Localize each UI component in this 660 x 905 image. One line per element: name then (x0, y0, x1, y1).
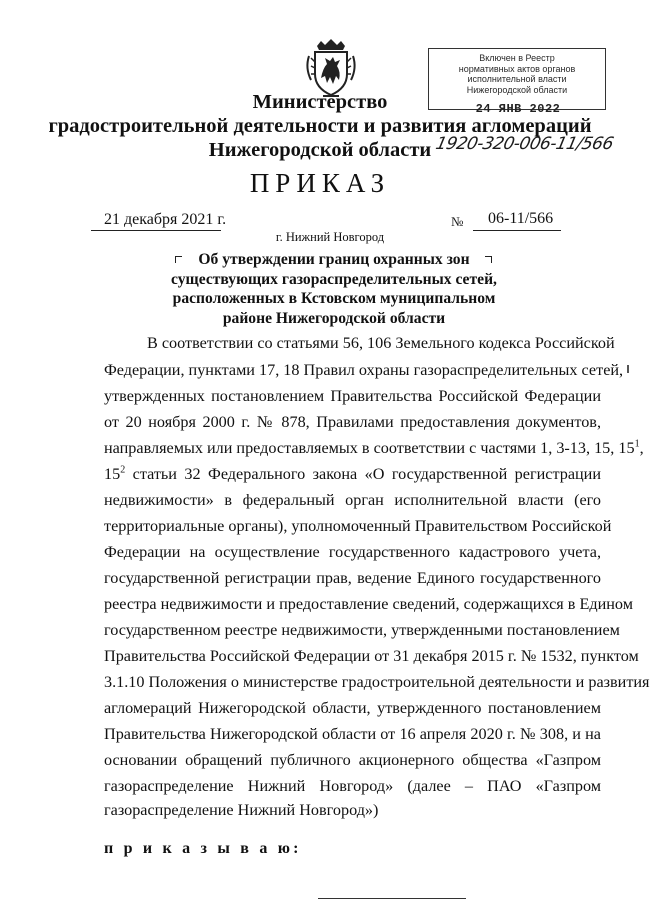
body-line: утвержденных постановлением Правительства Российской Федерации (104, 387, 601, 405)
stamp-line: нормативных актов органов (458, 63, 576, 74)
body-line: агломераций Нижегородской области, утвержденного постановлением (104, 699, 601, 717)
superscript: 2 (120, 464, 126, 476)
ministry-name-line-1: Министерство (252, 91, 388, 113)
body-line: от 20 ноября 2000 г. № 878, Правилами предоставления документов, (104, 413, 601, 431)
subject-line: расположенных в Кстовском муниципальном (172, 290, 496, 307)
document-type-title: ПРИКАЗ (249, 168, 391, 198)
body-line: Правительства Нижегородской области от 16 апреля 2020 г. № 308, и на (104, 725, 601, 743)
body-line-text: 15 (104, 465, 121, 483)
body-line: реестра недвижимости и предоставление сведений, содержащихся в Едином (104, 595, 633, 613)
stamp-line: Нижегородской области (466, 84, 568, 95)
stamp-line: исполнительной власти (467, 74, 567, 84)
stamp-line: Включен в Реестр (479, 53, 555, 63)
order-directive-word: п р и к а з ы в а ю: (104, 840, 302, 857)
body-line: территориальные органы), уполномоченный Правительством Российской (104, 517, 612, 535)
registry-stamp (428, 48, 606, 110)
body-line: недвижимости» в федеральный орган исполнительной власти (его (104, 491, 601, 509)
body-line-text: статьи 32 Федерального закона «О государственной регистрации (125, 465, 601, 483)
body-line: государственной регистрации прав, ведение Единого государственного (104, 569, 601, 587)
subject-line: существующих газораспределительных сетей, (171, 270, 497, 288)
body-line: В соответствии со статьями 56, 106 Земельного кодекса Российской (147, 334, 615, 352)
document-subject (140, 250, 528, 328)
bottom-rule (318, 898, 466, 899)
body-line: газораспределение Нижний Новгород» (далее – ПАО «Газпром (104, 777, 601, 795)
document-number: 06-11/566 (488, 210, 554, 227)
handwritten-registration-number: 1920-320-006-11/566 (433, 134, 616, 154)
body-line-text: направляемых или предоставляемых в соответствии с частями 1, 3-13, 15, 15 (104, 439, 635, 457)
city-name: г. Нижний Новгород (275, 230, 385, 244)
ministry-name-line-3: Нижегородской области (208, 139, 432, 161)
body-line: основании обращений публичного акционерного общества «Газпром (104, 751, 601, 769)
stamp-date: 24 ЯНВ 2022 (475, 102, 561, 116)
coat-of-arms-emblem (303, 38, 359, 98)
body-line: Федерации, пунктами 17, 18 Правил охраны газораспределительных сетей, (104, 361, 624, 379)
number-sign: № (451, 214, 464, 229)
subject-line: Об утверждении границ охранных зон (198, 251, 470, 268)
body-line (104, 464, 601, 484)
superscript: 1 (634, 438, 640, 450)
body-line: 3.1.10 Положения о министерстве градостроительной деятельности и развития (104, 673, 650, 691)
ministry-name-line-2: градостроительной деятельности и развития агломераций (48, 115, 592, 137)
body-line: Федерации на осуществление государственного кадастрового учета, (104, 543, 601, 561)
body-line: газораспределение Нижний Новгород») (104, 801, 379, 819)
body-line: государственном реестре недвижимости, утвержденными постановлением (104, 621, 620, 639)
margin-mark (627, 365, 629, 373)
subject-line: районе Нижегородской области (222, 309, 446, 327)
document-date: 21 декабря 2021 г. (104, 211, 227, 228)
body-line: Правительства Российской Федерации от 31 декабря 2015 г. № 1532, пунктом (104, 647, 639, 665)
body-line: направляемых или предоставляемых в соответствии с частями 1, 3-13, 15, $15^1$, (104, 438, 644, 457)
